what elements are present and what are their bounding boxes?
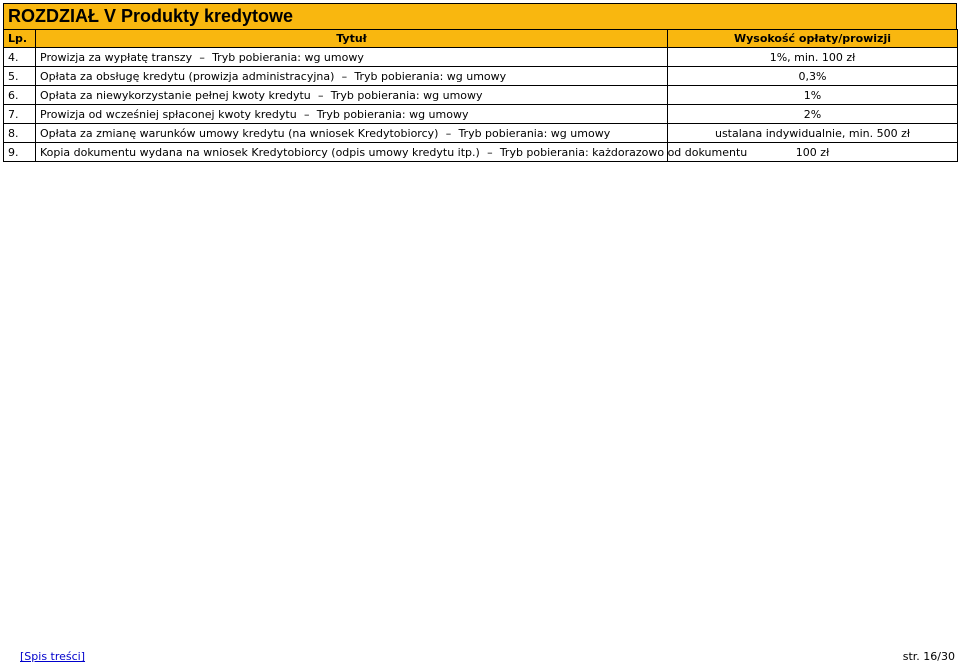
separator-dash: – [199, 50, 205, 64]
row-number: 8. [4, 124, 36, 143]
row-number: 9. [4, 143, 36, 162]
table-row [4, 86, 958, 105]
row-number: 5. [4, 67, 36, 86]
section-title: ROZDZIAŁ V Produkty kredytowe [3, 3, 957, 29]
fee-amount: ustalana indywidualnie, min. 500 zł [668, 124, 958, 143]
collection-mode: Tryb pobierania: wg umowy [458, 126, 611, 140]
table-header-row [4, 30, 958, 48]
header-title: Tytuł [36, 30, 668, 48]
fee-document [3, 3, 957, 162]
row-title [36, 67, 668, 86]
fee-description: Opłata za obsługę kredytu (prowizja administracyjna) [40, 69, 335, 83]
separator-dash: – [318, 88, 324, 102]
row-number: 4. [4, 48, 36, 67]
separator-dash: – [303, 107, 310, 121]
fee-amount: 2% [668, 105, 958, 124]
row-number: 6. [4, 86, 36, 105]
fee-description: Opłata za zmianę warunków umowy kredytu (na wniosek Kredytobiorcy) [40, 126, 439, 140]
separator-dash: – [341, 69, 348, 83]
table-row [4, 48, 958, 67]
table-row [4, 105, 958, 124]
row-title [36, 143, 748, 162]
fee-amount: 1%, min. 100 zł [668, 48, 958, 67]
table-row [4, 124, 958, 143]
collection-mode: Tryb pobierania: wg umowy [354, 69, 507, 83]
collection-mode: Tryb pobierania: wg umowy [212, 50, 364, 64]
row-title [36, 124, 668, 143]
row-title [36, 105, 668, 124]
toc-link[interactable]: [Spis treści] [20, 650, 86, 663]
table-body [4, 48, 958, 162]
row-title [36, 48, 668, 67]
header-fee: Wysokość opłaty/prowizji [668, 30, 958, 48]
fee-description: Kopia dokumentu wydana na wniosek Kredytobiorcy (odpis umowy kredytu itp.) [40, 145, 480, 159]
row-title [36, 86, 668, 105]
table-row [4, 143, 958, 162]
separator-dash: – [487, 145, 493, 159]
fee-amount: 0,3% [668, 67, 958, 86]
row-number: 7. [4, 105, 36, 124]
collection-mode: Tryb pobierania: wg umowy [316, 107, 469, 121]
collection-mode: Tryb pobierania: każdorazowo od dokumentu [499, 145, 748, 159]
fee-description: Opłata za niewykorzystanie pełnej kwoty kredytu [40, 88, 311, 102]
separator-dash: – [445, 126, 452, 140]
fee-table [3, 29, 958, 162]
table-row [4, 67, 958, 86]
page-number: str. 16/30 [902, 650, 955, 663]
collection-mode: Tryb pobierania: wg umowy [330, 88, 483, 102]
header-lp: Lp. [4, 30, 36, 48]
fee-description: Prowizja od wcześniej spłaconej kwoty kredytu [40, 107, 297, 121]
fee-amount: 1% [668, 86, 958, 105]
fee-description: Prowizja za wypłatę transzy [40, 50, 193, 64]
fee-amount: 100 zł [668, 143, 958, 162]
